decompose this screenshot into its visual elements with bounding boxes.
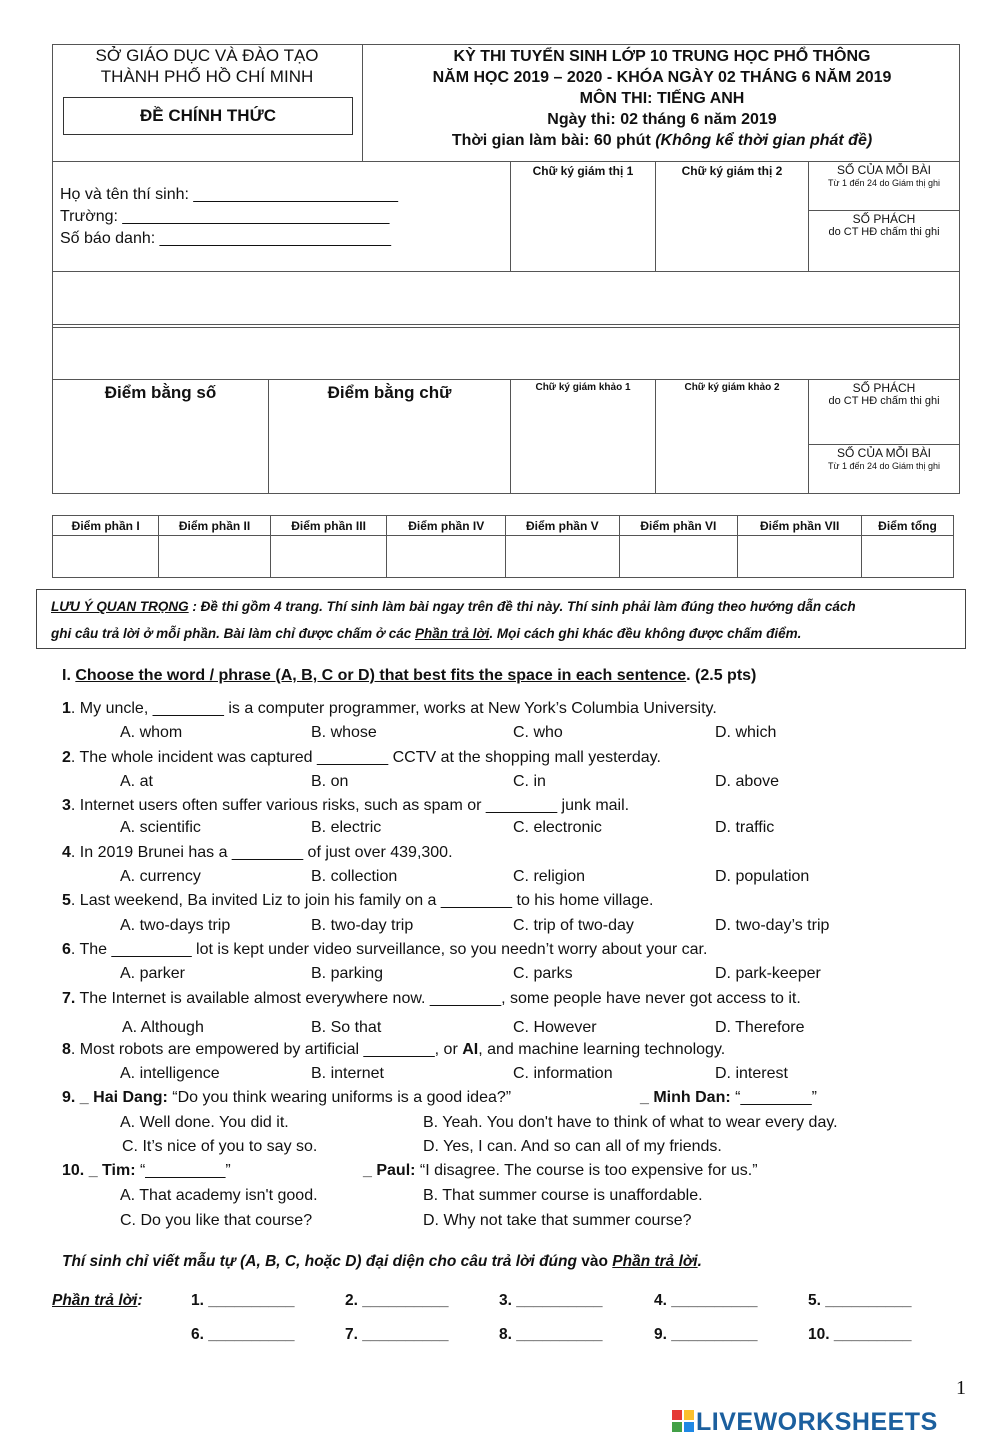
question-text: . The whole incident was captured ________ CCTV at the shopping mall yesterday. xyxy=(70,749,661,766)
answer-blank-1[interactable]: 1. __________ xyxy=(191,1292,295,1309)
department-line-1: SỞ GIÁO DỤC VÀ ĐÀO TẠO xyxy=(95,46,319,65)
question-number: 9 xyxy=(62,1089,71,1106)
grading-paper-number-sub: Từ 1 đến 24 do Giám thị ghi xyxy=(827,461,941,471)
question-3 xyxy=(62,797,629,815)
note-text-1: : Đề thi gồm 4 trang. Thí sinh làm bài ngay trên đề thi này. Thí sinh phải làm đúng theo hướng dẫn cách xyxy=(188,599,856,614)
paper-number-sub: Từ 1 đến 24 do Giám thị ghi xyxy=(827,178,941,188)
part-scores-table xyxy=(52,515,954,578)
section-1-title xyxy=(62,667,756,685)
score-in-words: Điểm bằng chữ xyxy=(327,383,452,402)
option-b[interactable]: B. whose xyxy=(311,724,377,741)
question-text-end: , and machine learning technology. xyxy=(478,1041,726,1058)
part-score-cell[interactable] xyxy=(862,536,954,578)
part-score-header: Điểm phần VI xyxy=(619,516,738,536)
option-d[interactable]: D. which xyxy=(715,724,777,741)
note-label: LƯU Ý QUAN TRỌNG xyxy=(51,599,189,614)
liveworksheets-logo-icon xyxy=(672,1410,694,1432)
grading-paper-number xyxy=(809,447,959,473)
option-d[interactable]: D. interest xyxy=(715,1065,788,1082)
speaker-1: . _ Tim: xyxy=(79,1162,136,1179)
option-b[interactable]: B. electric xyxy=(311,819,382,836)
note-text-2a: ghi câu trả lời ở mỗi phần. Bài làm chỉ được chấm ở các xyxy=(51,626,415,641)
answer-blank-8[interactable]: 8. __________ xyxy=(499,1326,603,1343)
candidate-id-field[interactable]: Số báo danh: __________________________ xyxy=(60,230,391,247)
col-line xyxy=(510,379,511,494)
department xyxy=(52,45,362,87)
option-c[interactable]: C. religion xyxy=(513,868,586,885)
question-text: The Internet is available almost everywhere now. ________, some people have never got access to it. xyxy=(75,990,801,1007)
part-score-cell[interactable] xyxy=(53,536,159,578)
exam-duration: Thời gian làm bài: 60 phút xyxy=(451,132,656,149)
score-in-numbers: Điểm bằng số xyxy=(104,383,217,402)
page-number: 1 xyxy=(956,1377,966,1399)
question-text: . In 2019 Brunei has a ________ of just over 439,300. xyxy=(70,844,453,861)
answer-label-colon: : xyxy=(137,1292,143,1309)
frame-left xyxy=(52,44,53,494)
question-1 xyxy=(62,700,717,718)
option-a[interactable]: A. intelligence xyxy=(120,1065,220,1082)
secret-code-sub: do CT HĐ chấm thi ghi xyxy=(828,226,940,238)
code-split xyxy=(808,444,960,445)
grading-secret-code-sub: do CT HĐ chấm thi ghi xyxy=(828,395,940,407)
instruction-end: . xyxy=(697,1253,702,1270)
exam-line-4: Ngày thi: 02 tháng 6 năm 2019 xyxy=(547,111,777,128)
speaker-2: _ Minh Dan: xyxy=(640,1089,731,1106)
section-instruction: Choose the word / phrase (A, B, C or D) that best fits the space in each sentence xyxy=(75,667,687,684)
question-text: . Internet users often suffer various risks, such as spam or ________ junk mail. xyxy=(70,797,630,814)
speaker-2-line: “________” xyxy=(730,1089,817,1106)
part-score-header: Điểm phần V xyxy=(506,516,620,536)
option-c[interactable]: C. electronic xyxy=(513,819,602,836)
option-d[interactable]: D. population xyxy=(715,868,810,885)
exam-line-2: NĂM HỌC 2019 – 2020 - KHÓA NGÀY 02 THÁNG 6 NĂM 2019 xyxy=(432,69,892,86)
speaker-1: . _ Hai Dang: xyxy=(70,1089,168,1106)
part-score-header: Điểm tổng xyxy=(862,516,954,536)
question-2 xyxy=(62,749,661,767)
question-4 xyxy=(62,844,453,862)
section-points: . (2.5 pts) xyxy=(686,667,757,684)
answer-label-text: Phần trả lời xyxy=(52,1292,138,1309)
question-text: . The _________ lot is kept under video surveillance, so you needn’t worry about your car. xyxy=(70,941,708,958)
official-exam-label: ĐỀ CHÍNH THỨC xyxy=(63,97,353,135)
answer-blank-2[interactable]: 2. __________ xyxy=(345,1292,449,1309)
answer-blank-9[interactable]: 9. __________ xyxy=(654,1326,758,1343)
question-text: . Last weekend, Ba invited Liz to join his family on a ________ to his home village. xyxy=(70,892,654,909)
option-d[interactable]: D. Yes, I can. And so can all of my friends. xyxy=(423,1138,722,1155)
exam-line-5 xyxy=(364,130,960,151)
question-number: 8 xyxy=(62,1041,71,1058)
part-score-cell[interactable] xyxy=(159,536,270,578)
proctor-2-signature: Chữ ký giám thị 2 xyxy=(681,164,783,178)
option-c[interactable]: C. It’s nice of you to say so. xyxy=(122,1138,318,1155)
question-7 xyxy=(62,990,801,1008)
option-c[interactable]: C. parks xyxy=(513,965,573,982)
exam-line-3: MÔN THI: TIẾNG ANH xyxy=(579,90,745,107)
option-a[interactable]: A. scientific xyxy=(120,819,201,836)
option-d[interactable]: D. park-keeper xyxy=(715,965,821,982)
option-b[interactable]: B. That summer course is unaffordable. xyxy=(423,1187,703,1204)
speaker-2-line: “I disagree. The course is too expensive for us.” xyxy=(415,1162,758,1179)
option-b[interactable]: B. on xyxy=(311,773,349,790)
part-score-cell[interactable] xyxy=(387,536,506,578)
part-score-header: Điểm phần I xyxy=(53,516,159,536)
speaker-1-line: “Do you think wearing uniforms is a good idea?” xyxy=(167,1089,512,1106)
question-text: . My uncle, ________ is a computer programmer, works at New York’s Columbia University. xyxy=(70,700,717,717)
option-a[interactable]: A. Although xyxy=(122,1019,204,1036)
option-b[interactable]: B. two-day trip xyxy=(311,917,414,934)
row-line-4 xyxy=(52,379,960,380)
header-divider xyxy=(362,44,363,161)
option-a[interactable]: A. currency xyxy=(120,868,201,885)
note-text-2c: . Mọi cách ghi khác đều không được chấm điểm. xyxy=(489,626,802,641)
option-a[interactable]: A. parker xyxy=(120,965,185,982)
question-10-reply xyxy=(363,1162,758,1180)
question-8 xyxy=(62,1041,725,1059)
question-number: 10 xyxy=(62,1162,80,1179)
instruction-text-b: vào xyxy=(581,1253,613,1270)
answer-blank-4[interactable]: 4. __________ xyxy=(654,1292,758,1309)
part-score-cell[interactable] xyxy=(619,536,738,578)
candidate-name-field[interactable]: Họ và tên thí sinh: _______________________ xyxy=(60,186,399,203)
option-b[interactable]: B. internet xyxy=(311,1065,384,1082)
row-line-3b xyxy=(52,327,960,328)
question-5 xyxy=(62,892,653,910)
option-a[interactable]: A. at xyxy=(120,773,153,790)
option-c[interactable]: C. trip of two-day xyxy=(513,917,634,934)
exam-title xyxy=(364,46,960,151)
grading-secret-code xyxy=(809,382,959,408)
question-number: 7. xyxy=(62,990,76,1007)
instruction-text: Thí sinh chỉ viết mẫu tự (A, B, C, hoặc D) đại diện cho câu trả lời đúng xyxy=(62,1253,582,1270)
section-number: I. xyxy=(62,667,76,684)
answer-blank-6[interactable]: 6. __________ xyxy=(191,1326,295,1343)
question-number: 2 xyxy=(62,749,71,766)
proctor-1-signature: Chữ ký giám thị 1 xyxy=(532,164,634,178)
option-b[interactable]: B. parking xyxy=(311,965,384,982)
candidate-school-field[interactable]: Trường: ______________________________ xyxy=(60,208,390,225)
answer-section-label xyxy=(52,1292,143,1310)
option-d[interactable]: D. Why not take that summer course? xyxy=(423,1212,692,1229)
row-line-3 xyxy=(52,324,960,325)
paper-number-title: SỐ CỦA MỖI BÀI xyxy=(836,163,932,177)
question-10 xyxy=(62,1162,231,1180)
option-c[interactable]: C. information xyxy=(513,1065,613,1082)
answer-blank-3[interactable]: 3. __________ xyxy=(499,1292,603,1309)
speaker-1-line: “_________” xyxy=(135,1162,231,1179)
part-score-header: Điểm phần IV xyxy=(387,516,506,536)
note-line-1 xyxy=(51,593,951,620)
speaker-2: _ Paul: xyxy=(363,1162,416,1179)
question-9 xyxy=(62,1089,511,1107)
note-line-2 xyxy=(51,620,951,647)
answer-blank-10[interactable]: 10. _________ xyxy=(808,1326,912,1343)
secret-code-box xyxy=(809,213,959,239)
paper-number-box xyxy=(809,164,959,190)
question-term: AI xyxy=(462,1041,479,1058)
part-score-header: Điểm phần III xyxy=(270,516,387,536)
exam-duration-note: (Không kể thời gian phát đề) xyxy=(655,132,873,149)
question-number: 6 xyxy=(62,941,71,958)
option-b[interactable]: B. So that xyxy=(311,1019,382,1036)
question-9-reply xyxy=(640,1089,817,1107)
part-score-cell[interactable] xyxy=(270,536,387,578)
question-6 xyxy=(62,941,707,959)
part-score-cell[interactable] xyxy=(738,536,862,578)
option-b[interactable]: B. collection xyxy=(311,868,398,885)
answer-blank-5[interactable]: 5. __________ xyxy=(808,1292,912,1309)
option-a[interactable]: A. Well done. You did it. xyxy=(120,1114,289,1131)
question-number: 4 xyxy=(62,844,71,861)
question-number: 3 xyxy=(62,797,71,814)
option-c[interactable]: C. who xyxy=(513,724,563,741)
option-b[interactable]: B. Yeah. You don't have to think of what to wear every day. xyxy=(423,1114,838,1131)
part-score-cell[interactable] xyxy=(506,536,620,578)
row-line-2 xyxy=(52,271,960,272)
option-a[interactable]: A. whom xyxy=(120,724,183,741)
frame-bottom xyxy=(52,493,960,494)
option-a[interactable]: A. two-days trip xyxy=(120,917,231,934)
option-c[interactable]: C. in xyxy=(513,773,546,790)
department-line-2: THÀNH PHỐ HỒ CHÍ MINH xyxy=(100,67,314,86)
option-d[interactable]: D. Therefore xyxy=(715,1019,805,1036)
option-c[interactable]: C. Do you like that course? xyxy=(120,1212,313,1229)
liveworksheets-brand[interactable]: LIVEWORKSHEETS xyxy=(696,1408,938,1436)
option-a[interactable]: A. That academy isn't good. xyxy=(120,1187,318,1204)
option-d[interactable]: D. traffic xyxy=(715,819,775,836)
part-score-header: Điểm phần II xyxy=(159,516,270,536)
col-line xyxy=(655,379,656,494)
answer-instruction xyxy=(62,1253,702,1271)
important-note xyxy=(36,589,966,649)
option-c[interactable]: C. However xyxy=(513,1019,597,1036)
instruction-answer-ref: Phần trả lời xyxy=(612,1253,698,1270)
option-d[interactable]: D. above xyxy=(715,773,780,790)
exam-line-1: KỲ THI TUYỂN SINH LỚP 10 TRUNG HỌC PHỔ THÔNG xyxy=(453,48,871,65)
question-number: 1 xyxy=(62,700,71,717)
code-split xyxy=(808,210,960,211)
question-text: . Most robots are empowered by artificial ________, or xyxy=(70,1041,463,1058)
row-line-1 xyxy=(52,161,960,162)
note-answer-section-ref: Phần trả lời xyxy=(415,626,490,641)
examiner-1-signature: Chữ ký giám khảo 1 xyxy=(535,382,631,393)
candidate-info xyxy=(60,184,398,250)
answer-blank-7[interactable]: 7. __________ xyxy=(345,1326,449,1343)
grading-secret-code-title: SỐ PHÁCH xyxy=(852,381,916,395)
question-number: 5 xyxy=(62,892,71,909)
part-score-header: Điểm phần VII xyxy=(738,516,862,536)
grading-paper-number-title: SỐ CỦA MỖI BÀI xyxy=(836,446,932,460)
examiner-2-signature: Chữ ký giám khảo 2 xyxy=(684,382,780,393)
option-d[interactable]: D. two-day’s trip xyxy=(715,917,830,934)
secret-code-title: SỐ PHÁCH xyxy=(852,212,916,226)
